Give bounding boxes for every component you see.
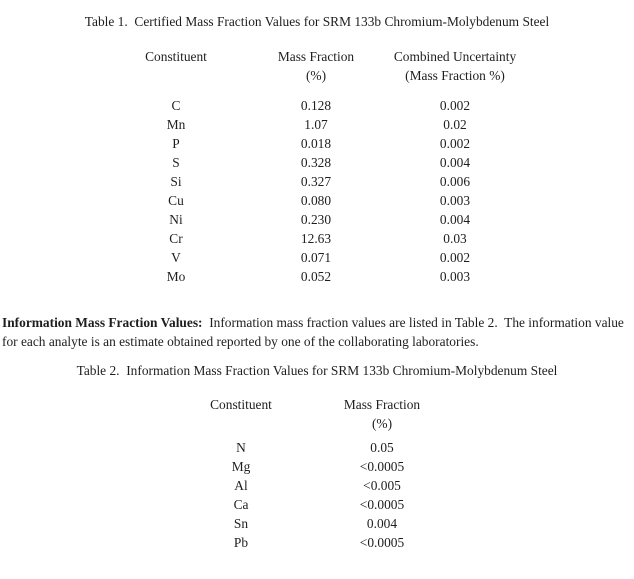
table1-header-mass-fraction: Mass Fraction [277, 49, 355, 64]
table1-header-uncertainty: Combined Uncertainty [393, 49, 517, 64]
table2-title: Table 2. Information Mass Fraction Values for SRM 133b Chromium-Molybdenum Steel [76, 363, 558, 378]
mass-fraction-cell: 0.327 [300, 174, 332, 189]
constituent-cell: C [171, 98, 181, 113]
paragraph-bold-lead: Information Mass Fraction Values: [2, 315, 203, 330]
constituent-cell: P [172, 136, 180, 151]
table1-header-constituent: Constituent [145, 49, 207, 64]
constituent-cell: Pb [233, 535, 249, 550]
uncertainty-cell: 0.002 [439, 136, 471, 151]
constituent-cell: Mn [166, 117, 186, 132]
uncertainty-cell: 0.004 [439, 212, 471, 227]
mass-fraction-cell: 1.07 [304, 117, 328, 132]
information-paragraph [2, 313, 634, 351]
constituent-cell: Si [170, 174, 182, 189]
constituent-cell: Al [234, 478, 248, 493]
uncertainty-cell: 0.002 [439, 98, 471, 113]
table2-header-mass-fraction-unit: (%) [371, 416, 393, 431]
uncertainty-cell: 0.006 [439, 174, 471, 189]
mass-fraction-cell: <0.0005 [359, 497, 405, 512]
constituent-cell: N [236, 440, 246, 455]
table2-header-empty [161, 414, 321, 433]
table2-header-constituent: Constituent [210, 397, 272, 412]
table1-header-uncertainty-unit: (Mass Fraction %) [405, 68, 505, 83]
uncertainty-cell: 0.004 [439, 155, 471, 170]
mass-fraction-cell: <0.0005 [359, 535, 405, 550]
table2 [161, 395, 443, 552]
mass-fraction-cell: 0.071 [300, 250, 332, 265]
table1-header-empty [96, 66, 256, 85]
table1-header-gap [96, 85, 534, 96]
constituent-cell: Ca [233, 497, 249, 512]
paragraph-line-2: for each analyte is an estimate obtained reported by one of the collaborating laboratories. [2, 334, 479, 349]
table1-header-mass-fraction-unit: (%) [305, 68, 327, 83]
mass-fraction-cell: 12.63 [300, 231, 332, 246]
constituent-cell: V [171, 250, 181, 265]
mass-fraction-cell: 0.05 [370, 440, 394, 455]
constituent-cell: Sn [233, 516, 249, 531]
constituent-cell: Cr [169, 231, 183, 246]
mass-fraction-cell: 0.052 [300, 269, 332, 284]
constituent-cell: S [172, 155, 180, 170]
constituent-cell: Mg [231, 459, 251, 474]
constituent-cell: Ni [169, 212, 183, 227]
table1-title: Table 1. Certified Mass Fraction Values for SRM 133b Chromium-Molybdenum Steel [84, 14, 550, 29]
mass-fraction-cell: 0.128 [300, 98, 332, 113]
uncertainty-cell: 0.03 [443, 231, 467, 246]
uncertainty-cell: 0.02 [443, 117, 467, 132]
mass-fraction-cell: 0.328 [300, 155, 332, 170]
uncertainty-cell: 0.003 [439, 193, 471, 208]
uncertainty-cell: 0.002 [439, 250, 471, 265]
constituent-cell: Cu [168, 193, 184, 208]
table1 [96, 47, 534, 286]
mass-fraction-cell: 0.004 [366, 516, 398, 531]
uncertainty-cell: 0.003 [439, 269, 471, 284]
mass-fraction-cell: 0.018 [300, 136, 332, 151]
paragraph-line-1 [2, 313, 634, 332]
paragraph-line-1-rest: Information mass fraction values are listed in Table 2. The information value [202, 315, 624, 330]
mass-fraction-cell: <0.0005 [359, 459, 405, 474]
mass-fraction-cell: 0.230 [300, 212, 332, 227]
mass-fraction-cell: 0.080 [300, 193, 332, 208]
table2-header-mass-fraction: Mass Fraction [343, 397, 421, 412]
mass-fraction-cell: <0.005 [363, 478, 401, 493]
constituent-cell: Mo [166, 269, 186, 284]
